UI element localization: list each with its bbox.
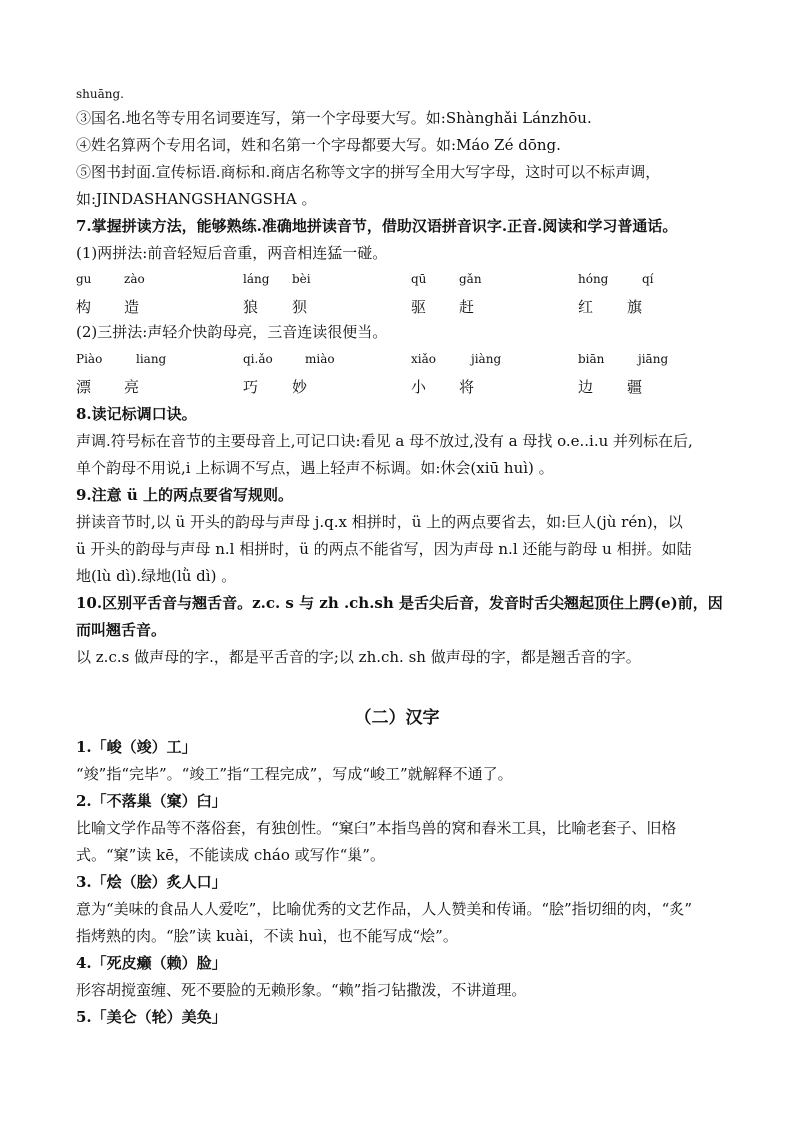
pinyin: zào	[124, 272, 145, 286]
pinyin: gu	[76, 272, 92, 286]
text-line: 拼读音节时,以 ü 开头的韵母与声母 j.q.x 相拼时，ü 上的两点要省去，如:巨人(jù rén)，以	[76, 513, 683, 531]
hanzi: 将	[459, 378, 475, 396]
heading-10-cont: 而叫翘舌音。	[76, 621, 167, 639]
pinyin: jiàng	[471, 352, 502, 366]
pinyin: qí	[642, 272, 654, 286]
hanzi: 漂	[76, 378, 92, 396]
pinyin: hóng	[578, 272, 609, 286]
hanzi: 红	[578, 298, 594, 316]
pinyin: qi.ǎo	[243, 352, 273, 366]
hanzi: 边	[578, 378, 594, 396]
text-line: 式。“窠”读 kē，不能读成 cháo 或写作“巢”。	[76, 846, 385, 864]
hanzi: 巧	[243, 378, 259, 396]
hanzi: 狼	[243, 298, 259, 316]
heading-7: 7.掌握拼读方法，能够熟练.准确地拼读音节，借助汉语拼音识字.正音.阅读和学习普通话。	[76, 217, 678, 235]
pinyin: láng	[243, 272, 270, 286]
section-title: （二）汉字	[354, 708, 440, 728]
text-line: 意为“美味的食品人人爱吃”，比喻优秀的文艺作品，人人赞美和传诵。“脍”指切细的肉，“炙”	[76, 900, 693, 918]
hanzi: 造	[124, 298, 140, 316]
text-line: 如:JINDASHANGSHANGSHA 。	[76, 190, 317, 208]
item-heading-4: 4.「死皮癞（赖）脸」	[76, 954, 227, 972]
text-line: 地(lù dì).绿地(lǜ dì) 。	[76, 567, 237, 585]
text-line: 比喻文学作品等不落俗套，有独创性。“窠臼”本指鸟兽的窝和舂米工具，比喻老套子、旧格	[76, 819, 677, 837]
hanzi: 疆	[627, 378, 643, 396]
text-line: ③国名.地名等专用名词要连写，第一个字母要大写。如:Shànghǎi Lánzhōu.	[76, 109, 592, 127]
text-line: shuāng.	[76, 87, 124, 101]
text-line: ⑤图书封面.宣传标语.商标和.商店名称等文字的拼写全用大写字母，这时可以不标声调，	[76, 163, 661, 181]
item-heading-1: 1.「峻（竣）工」	[76, 738, 197, 756]
hanzi: 亮	[124, 378, 140, 396]
hanzi: 妙	[292, 378, 308, 396]
hanzi: 驱	[411, 298, 427, 316]
item-heading-2: 2.「不落巢（窠）臼」	[76, 792, 227, 810]
text-line: 形容胡搅蛮缠、死不要脸的无赖形象。“赖”指刁钻撒泼，不讲道理。	[76, 981, 527, 999]
text-line: 声调.符号标在音节的主要母音上,可记口诀:看见 a 母不放过,没有 a 母找 o.e..i.u 并列标在后,	[76, 432, 693, 450]
text-line: (2)三拼法:声轻介快韵母亮，三音连读很便当。	[76, 323, 388, 341]
text-line: 单个韵母不用说,i 上标调不写点，遇上轻声不标调。如:休会(xiū huì) 。	[76, 459, 554, 477]
pinyin: qū	[411, 272, 427, 286]
heading-10: 10.区别平舌音与翘舌音。z.c. s 与 zh .ch.sh 是舌尖后音，发音时舌尖翘起顶住上腭(e)前，因	[76, 594, 723, 612]
pinyin: miào	[305, 352, 335, 366]
hanzi: 构	[76, 298, 92, 316]
text-line: ü 开头的韵母与声母 n.l 相拼时，ü 的两点不能省写，因为声母 n.l 还能与韵母 u 相拼。如陆	[76, 540, 692, 558]
pinyin: jiāng	[638, 352, 669, 366]
text-line: (1)两拼法:前音轻短后音重，两音相连猛一碰。	[76, 244, 388, 262]
pinyin: liang	[136, 352, 167, 366]
text-line: 以 z.c.s 做声母的字.，都是平舌音的字;以 zh.ch. sh 做声母的字，都是翘舌音的字。	[76, 648, 641, 666]
pinyin: biān	[578, 352, 605, 366]
hanzi: 狈	[292, 298, 308, 316]
heading-8: 8.读记标调口诀。	[76, 405, 197, 423]
pinyin: gǎn	[459, 272, 482, 286]
pinyin: bèi	[292, 272, 311, 286]
item-heading-5: 5.「美仑（轮）美奂」	[76, 1008, 227, 1026]
hanzi: 赶	[459, 298, 475, 316]
pinyin: Piào	[76, 352, 103, 366]
text-line: “竣”指“完毕”。“竣工”指“工程完成”，写成“峻工”就解释不通了。	[76, 765, 513, 783]
item-heading-3: 3.「烩（脍）炙人口」	[76, 873, 227, 891]
text-line: ④姓名算两个专用名词，姓和名第一个字母都要大写。如:Máo Zé dōng.	[76, 136, 561, 154]
text-line: 指烤熟的肉。“脍”读 kuài，不读 huì，也不能写成“烩”。	[76, 927, 458, 945]
pinyin: xiǎo	[411, 352, 436, 366]
hanzi: 小	[411, 378, 427, 396]
heading-9: 9.注意 ü 上的两点要省写规则。	[76, 486, 294, 504]
hanzi: 旗	[627, 298, 643, 316]
